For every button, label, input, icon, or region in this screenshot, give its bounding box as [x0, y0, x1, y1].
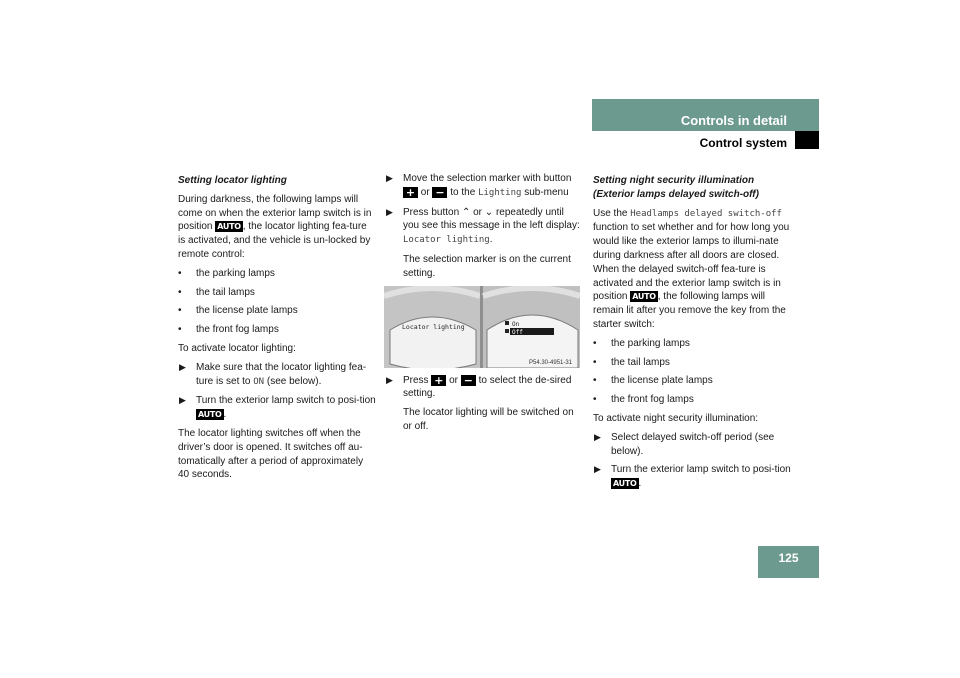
heading-locator-lighting: Setting locator lighting — [178, 175, 287, 186]
arrow-icon: ▶ — [386, 374, 393, 385]
column-instructions — [385, 172, 581, 439]
heading-night-security: Setting night security illumination (Exterior lamps delayed switch-off) — [593, 175, 759, 200]
option-off-text: Off — [512, 328, 523, 336]
instruction-step: ▶ Turn the exterior lamp switch to posi-tion AUTO . — [179, 395, 376, 421]
paragraph-to-activate: To activate locator lighting: — [178, 342, 296, 354]
list-item: • the front fog lamps — [593, 394, 694, 406]
list-item: • the parking lamps — [593, 337, 690, 349]
paragraph-intro: Use the Headlamps delayed switch-off function to set whether and for how long you would like the exterior lamps to illumi-nate during darkness after all doors are closed. When the delayed switch-off fea-ture is activated and the exterior lamp switch is in position AUTO , the following lamps will remain lit after you remove the key from the starter switch: — [593, 207, 790, 330]
bullet-icon: • — [593, 394, 597, 406]
display-code: Headlamps delayed switch-off — [630, 208, 782, 219]
auto-switch-icon: AUTO — [632, 292, 656, 302]
arrow-icon: ▶ — [179, 361, 186, 372]
paragraph-to-activate: To activate night security illumination: — [593, 412, 759, 424]
arrow-icon: ▶ — [386, 206, 393, 217]
minus-button-icon: − — [461, 375, 476, 386]
arrow-icon: ▶ — [594, 464, 601, 475]
bullet-icon: • — [178, 267, 182, 279]
up-button-icon: ⌃ — [461, 206, 471, 218]
bullet-icon: • — [178, 286, 182, 298]
minus-button-icon: − — [432, 187, 447, 198]
instruction-step: ▶ Press button ⌃ or ⌄ repeatedly until you see this message in the left display: Locator lighting. — [386, 206, 580, 246]
column-night-security — [593, 172, 793, 496]
step-note: The selection marker is on the current setting. — [403, 253, 571, 279]
list-item: • the front fog lamps — [178, 324, 279, 336]
list-item: • the license plate lamps — [178, 305, 298, 317]
left-display-text: Locator lighting — [402, 322, 465, 331]
section-header — [592, 99, 819, 149]
plus-button-icon: + — [431, 375, 446, 386]
paragraph-closing: The locator lighting switches off when the driver’s door is opened. It switches off au-tomatically after a period of approximately 40 seconds. — [178, 427, 364, 481]
arrow-icon: ▶ — [386, 173, 393, 183]
menu-marker-icon — [505, 329, 509, 333]
bullet-icon: • — [178, 305, 182, 317]
list-item: • the tail lamps — [593, 356, 670, 368]
display-code: Lighting — [478, 187, 522, 198]
auto-switch-icon: AUTO — [217, 222, 241, 232]
instruction-step: ▶ Make sure that the locator lighting fea-ture is set to ON (see below). — [179, 361, 367, 387]
instruction-step: ▶ Select delayed switch-off period (see below). — [594, 431, 775, 457]
step-note: The locator lighting will be switched on or off. — [403, 407, 574, 432]
list-item: • the parking lamps — [178, 267, 275, 279]
display-code: Locator lighting — [403, 235, 490, 246]
figure-reference: P54.30-4951-31 — [529, 359, 573, 366]
display-code: ON — [253, 376, 265, 387]
arrow-icon: ▶ — [594, 431, 601, 442]
bullet-icon: • — [593, 356, 597, 368]
bullet-icon: • — [178, 324, 182, 336]
instruction-step: ▶ Press + or − to select the de-sired setting. — [386, 373, 572, 400]
instruction-step: ▶ Move the selection marker with button + or − to the Lighting sub-menu — [386, 173, 572, 199]
auto-switch-icon: AUTO — [613, 479, 637, 489]
bullet-icon: • — [593, 337, 597, 349]
auto-switch-icon: AUTO — [198, 410, 222, 420]
section-title: Controls in detail — [680, 113, 787, 128]
down-button-icon: ⌄ — [484, 206, 494, 218]
instruction-step: ▶ Turn the exterior lamp switch to posi-tion AUTO . — [594, 464, 791, 490]
paragraph-intro: During darkness, the following lamps will come on when the exterior lamp switch is in position AUTO , the locator lighting fea-ture is activated, and the vehicle is un-locked by remote control: — [178, 193, 372, 260]
display-illustration-svg — [384, 286, 580, 368]
menu-marker-icon — [505, 321, 509, 325]
instrument-cluster-illustration — [384, 286, 580, 368]
bullet-icon: • — [593, 375, 597, 387]
column-locator-lighting — [178, 172, 376, 487]
section-subtitle: Control system — [699, 136, 787, 150]
arrow-icon: ▶ — [179, 395, 186, 406]
page-number-box — [758, 546, 819, 578]
plus-button-icon: + — [403, 187, 418, 198]
list-item: • the license plate lamps — [593, 375, 713, 387]
page-number: 125 — [778, 551, 799, 565]
option-on-text: On — [512, 320, 520, 328]
list-item: • the tail lamps — [178, 286, 255, 298]
